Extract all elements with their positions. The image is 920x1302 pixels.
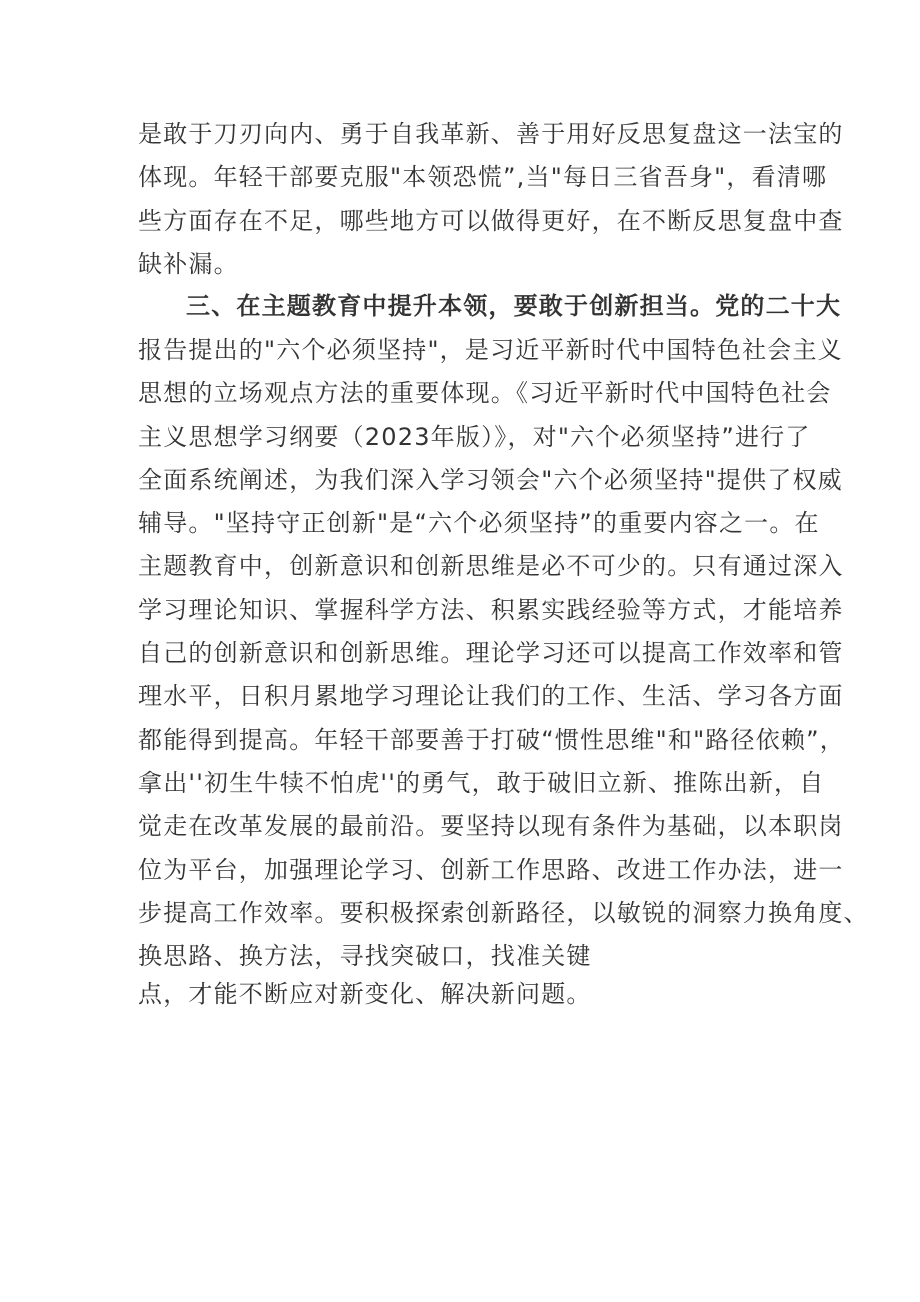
- paragraph-line: 辅导。"坚持守正创新"是“六个必须坚持”的重要内容之一。在: [138, 509, 820, 537]
- paragraph-line: 报告提出的"六个必须坚持"，是习近平新时代中国特色社会主义: [138, 336, 843, 364]
- section-heading-line: 三、在主题教育中提升本领，要敢于创新担当。党的二十大: [186, 292, 842, 320]
- paragraph-line: 自己的创新意识和创新思维。理论学习还可以提高工作效率和管: [138, 639, 844, 667]
- paragraph-line: 理水平，日积月累地学习理论让我们的工作、生活、学习各方面: [138, 682, 844, 710]
- paragraph-line: 拿出''初生牛犊不怕虎''的勇气，敢于破旧立新、推陈出新，自: [138, 769, 825, 797]
- paragraph-line: 学习理论知识、掌握科学方法、积累实践经验等方式，才能培养: [138, 596, 844, 624]
- paragraph-line: 些方面存在不足，哪些地方可以做得更好，在不断反思复盘中查: [138, 207, 844, 235]
- paragraph-line: 点，才能不断应对新变化、解决新问题。: [138, 980, 592, 1008]
- paragraph-line: 换思路、换方法，寻找突破口，找准关键: [138, 942, 592, 970]
- paragraph-line: 主题教育中，创新意识和创新思维是必不可少的。只有通过深入: [138, 552, 844, 580]
- paragraph-line: 全面系统阐述，为我们深入学习领会"六个必须坚持"提供了权威: [138, 466, 843, 494]
- paragraph-line: 都能得到提高。年轻干部要善于打破“惯性思维"和"路径依赖”，: [138, 726, 845, 754]
- paragraph-line: 是敢于刀刃向内、勇于自我革新、善于用好反思复盘这一法宝的: [138, 120, 844, 148]
- paragraph-line: 位为平台，加强理论学习、创新工作思路、改进工作办法，进一: [138, 856, 844, 884]
- paragraph-line: 体现。年轻干部要克服"本领恐慌”,当"每日三省吾身"，看清哪: [138, 163, 828, 191]
- paragraph-line: 步提高工作效率。要积极探索创新路径，以敏锐的洞察力换角度、: [138, 899, 869, 927]
- paragraph-line: 主义思想学习纲要（2023年版）》，对"六个必须坚持”进行了: [138, 423, 811, 451]
- paragraph-line: 缺补漏。: [138, 250, 239, 278]
- paragraph-line: 觉走在改革发展的最前沿。要坚持以现有条件为基础，以本职岗: [138, 812, 844, 840]
- paragraph-line: 思想的立场观点方法的重要体现。《习近平新时代中国特色社会: [138, 379, 832, 407]
